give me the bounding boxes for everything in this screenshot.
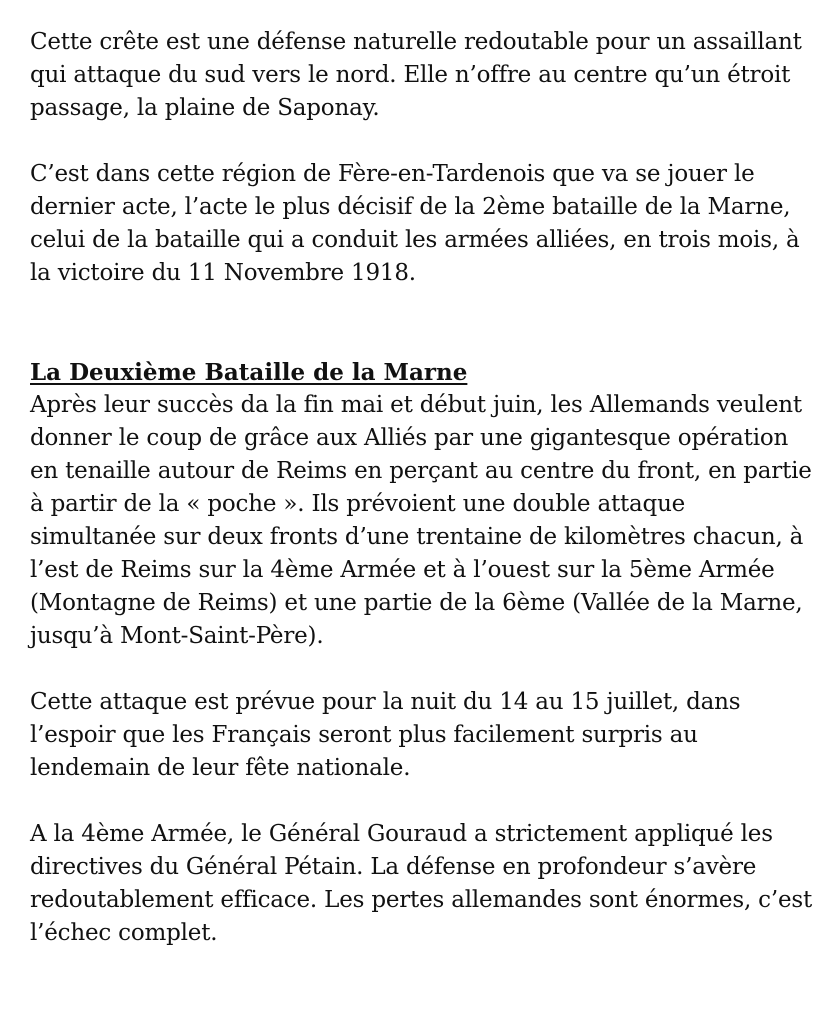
paragraph-fere-en-tardenois [30,158,816,290]
text-line: dernier acte, l’acte le plus décisif de la 2ème bataille de la Marne, [30,194,791,220]
paragraph-attack-date [30,686,816,785]
document-page [30,26,816,950]
text-line: celui de la bataille qui a conduit les armées alliées, en trois mois, à [30,227,800,253]
text-line: donner le coup de grâce aux Alliés par une gigantesque opération [30,425,789,451]
text-line: jusqu’à Mont-Saint-Père). [30,623,324,649]
text-line: A la 4ème Armée, le Général Gouraud a strictement appliqué les [30,821,773,847]
text-line: directives du Général Pétain. La défense en profondeur s’avère [30,854,757,880]
text-line: Après leur succès da la fin mai et début juin, les Allemands veulent [30,392,802,418]
text-line: la victoire du 11 Novembre 1918. [30,260,416,286]
text-line: l’est de Reims sur la 4ème Armée et à l’ouest sur la 5ème Armée [30,557,775,583]
text-line: Cette attaque est prévue pour la nuit du 14 au 15 juillet, dans [30,689,741,715]
text-line: redoutablement efficace. Les pertes allemandes sont énormes, c’est [30,887,813,913]
text-line: lendemain de leur fête nationale. [30,755,411,781]
paragraph-crete [30,26,816,125]
paragraph-gouraud [30,818,816,950]
text-line: passage, la plaine de Saponay. [30,95,380,121]
paragraph-offensive [30,389,816,653]
paragraph-spacer [30,653,816,686]
text-line: l’échec complet. [30,920,218,946]
text-line: Cette crête est une défense naturelle redoutable pour un assaillant [30,29,802,55]
text-line: qui attaque du sud vers le nord. Elle n’offre au centre qu’un étroit [30,62,791,88]
text-line: C’est dans cette région de Fère-en-Tardenois que va se jouer le [30,161,755,187]
text-line: (Montagne de Reims) et une partie de la 6ème (Vallée de la Marne, [30,590,803,616]
paragraph-spacer [30,125,816,158]
text-line: simultanée sur deux fronts d’une trentaine de kilomètres chacun, à [30,524,804,550]
paragraph-spacer [30,785,816,818]
text-line: en tenaille autour de Reims en perçant au centre du front, en partie [30,458,812,484]
text-line: l’espoir que les Français seront plus facilement surpris au [30,722,698,748]
section-spacer [30,290,816,356]
section-heading: La Deuxième Bataille de la Marne [30,359,468,386]
text-line: à partir de la « poche ». Ils prévoient une double attaque [30,491,686,517]
